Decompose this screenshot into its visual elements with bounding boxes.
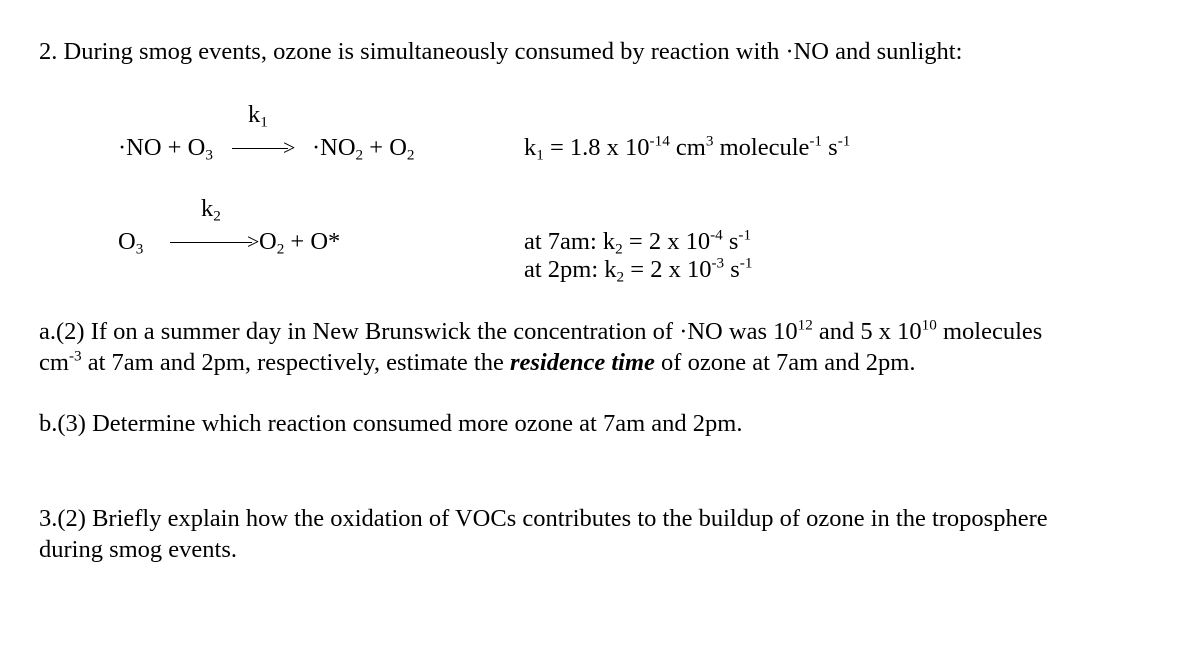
residence-time-emphasis: residence time [509, 349, 655, 376]
part-b: b.(3) Determine which reaction consumed more ozone at 7am and 2pm. [39, 410, 743, 437]
reaction-1-arrow-head: > [283, 135, 296, 160]
rate-constant-k1-label: $k_1$ [248, 101, 268, 131]
reaction-2-reactant: $O_3$ [118, 228, 144, 258]
reaction-2-products: $O_2 + O*$ [259, 228, 341, 258]
rate-constant-k2-label: $k_2$ [201, 195, 221, 225]
question-2-heading: 2. During smog events, ozone is simultaneously consumed by reaction with ·NO and sunlight: [39, 38, 963, 65]
part-a-line-1: a.(2) If on a summer day in New Brunswick the concentration of ·NO was $10^{12}$ and 5 x $10^{10}$ molecules [39, 316, 1043, 345]
reaction-1-reactants: $\cdot NO + O_3$ [118, 134, 213, 164]
reaction-1-products: $\cdot NO_2 + O_2$ [312, 134, 415, 164]
reaction-2-arrow-head: > [247, 229, 260, 254]
question-3-line-1: 3.(2) Briefly explain how the oxidation of VOCs contributes to the buildup of ozone in the troposphere [39, 505, 1048, 532]
part-a-line-2: $cm^{-3}$ at 7am and 2pm, respectively, estimate the residence time of ozone at 7am and 2pm. [39, 347, 916, 376]
reaction-2-arrow [170, 242, 252, 243]
k2-at-7am: at 7am: $k_2 = 2$ x $10^{-4}$ $s^{-1}$ [524, 226, 752, 258]
reaction-1-arrow [232, 148, 288, 149]
reaction-1-rate-constant: $k_1 = 1.8$ x $10^{-14}$ $cm^3$ molecule$^{-1}$ $s^{-1}$ [524, 132, 851, 164]
k2-at-2pm: at 2pm: $k_2 = 2$ x $10^{-3}$ $s^{-1}$ [524, 254, 753, 286]
question-3-line-2: during smog events. [39, 536, 238, 563]
